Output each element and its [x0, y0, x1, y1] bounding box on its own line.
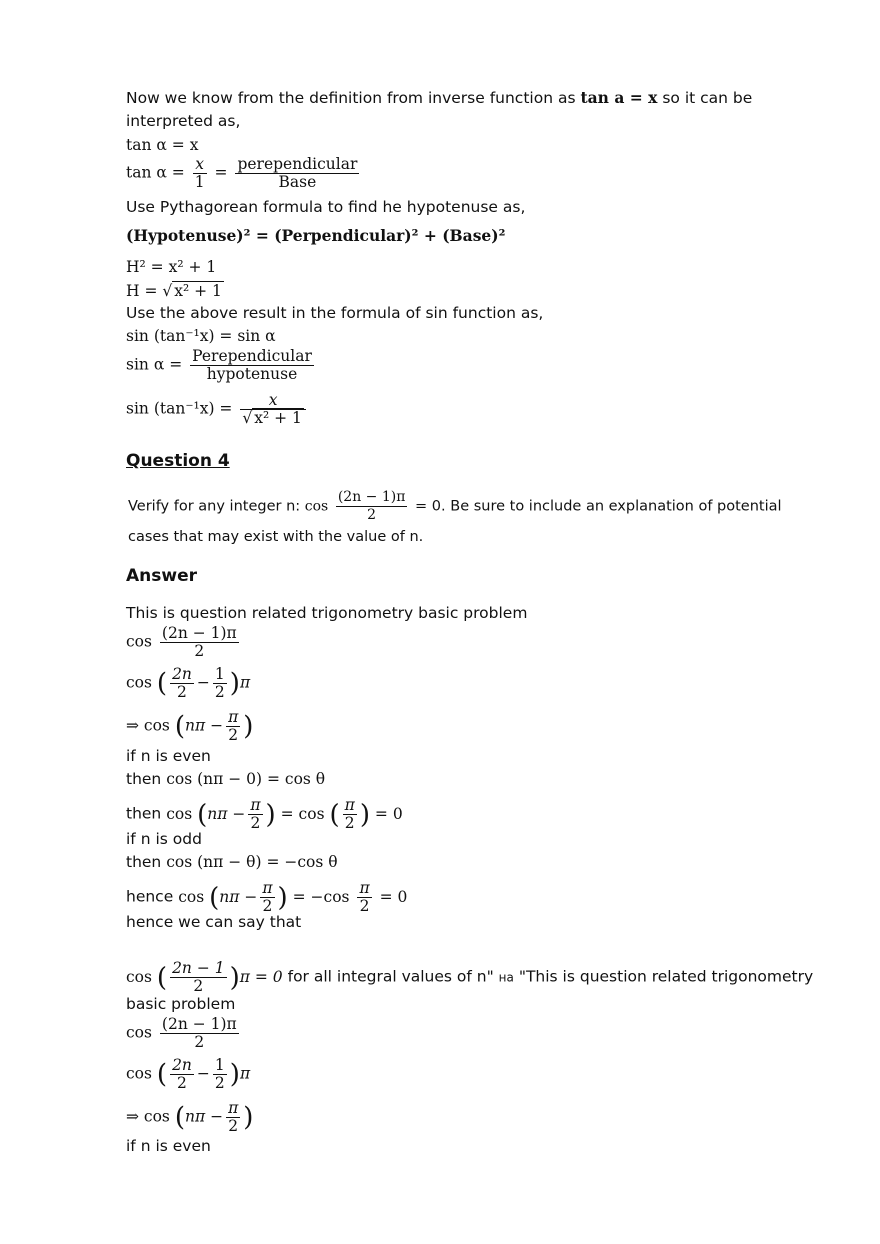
if-n-odd: if n is odd — [126, 830, 202, 848]
if-n-even-repeat: if n is even — [126, 1137, 211, 1155]
frac-num: (2n − 1)π — [161, 624, 237, 642]
if-n-even: if n is even — [126, 747, 211, 765]
frac-den: 2 — [367, 507, 377, 523]
frac-den: 2 — [228, 1117, 239, 1135]
frac-num: 1 — [214, 1056, 225, 1074]
frac-num: π — [359, 879, 370, 897]
final-na: на — [498, 970, 514, 985]
eq-neg-cos: = −cos — [292, 887, 350, 906]
answer-heading: Answer — [126, 566, 197, 586]
sqrt-symbol: √ x² + 1 — [162, 282, 222, 300]
tan-alpha-fraction-line: tan α = $\frac{x}{1}$ = $\frac{\text{perependicular}}{\text{Base}}$ — [126, 155, 358, 191]
minus-sign: − — [196, 673, 210, 692]
then-even-line — [126, 769, 325, 789]
frac-num: (2n − 1)π — [337, 489, 406, 505]
intro-text: Now we know from the definition from inverse function as — [126, 89, 576, 107]
eq-zero: = 0 — [379, 887, 408, 906]
question-line-2: cases that may exist with the value of n. — [128, 529, 424, 545]
question-fraction — [336, 489, 408, 524]
frac-den: 2 — [194, 642, 205, 660]
pythagorean-text: Use Pythagorean formula to find he hypotenuse as, — [126, 198, 526, 216]
answer-intro: This is question related trigonometry basic problem — [126, 604, 528, 622]
frac-den: Base — [278, 173, 317, 191]
frac-num: x — [195, 155, 205, 173]
cos-label: cos — [126, 632, 152, 651]
frac-den: 2 — [194, 1033, 205, 1051]
frac-num: π — [228, 708, 239, 726]
frac-den: hypotenuse — [206, 365, 298, 383]
answer-cos-frac-repeat — [126, 1016, 242, 1051]
frac-den: 2 — [344, 814, 355, 832]
h-prefix: H = — [126, 282, 158, 300]
frac-den: 2 — [214, 1074, 225, 1092]
sin-final-prefix: sin (tan⁻¹x) = — [126, 399, 233, 418]
frac-den: 1 — [194, 173, 205, 191]
frac-den: √ x² + 1 — [242, 409, 302, 427]
h-root — [126, 281, 224, 301]
radicand: x² + 1 — [254, 409, 302, 427]
question-heading: Question 4 — [126, 451, 230, 471]
frac-den: 2 — [228, 726, 239, 744]
frac-num: 2n — [172, 1056, 192, 1074]
then-even-math: cos (nπ − 0) = cos θ — [166, 770, 326, 788]
intro-text-end: so it can be — [662, 89, 753, 107]
fraction-perpendicular-over-hypotenuse — [190, 348, 314, 383]
frac-den: 2 — [250, 814, 261, 832]
fraction-x-over-1 — [193, 156, 207, 191]
then-cos-zero-line: then cos (nπ − $\frac{\pi}{2}$ ) = cos ( $\frac{\pi}{2}$ ) = 0 — [126, 796, 403, 832]
hence-line: hence cos (nπ − $\frac{\pi}{2}$ ) = −cos $\frac{\pi}{2}$ = 0 — [126, 879, 408, 915]
intro-math: tan a = x — [580, 88, 658, 107]
npi-minus: nπ − — [219, 887, 258, 906]
eq-cos: = cos — [280, 804, 325, 823]
fraction-x-over-sqrt — [240, 392, 306, 427]
minus-sign: − — [196, 1064, 210, 1083]
h-squared: H² = x² + 1 — [126, 258, 217, 276]
answer-cos-frac — [126, 625, 242, 660]
sin-eq: sin (tan⁻¹x) = sin α — [126, 327, 276, 345]
cos-label: cos — [126, 673, 152, 692]
npi-minus: nπ − — [207, 804, 246, 823]
frac-num: π — [344, 796, 355, 814]
then-label: then — [126, 770, 162, 788]
fraction-perpendicular-over-base — [235, 156, 359, 191]
fraction-2n-1-pi-over-2 — [160, 625, 239, 660]
final-line: cos ( $\frac{2n - 1}{2}$ )π = 0 for all integral values of n" на "This is question related trigonometry — [126, 959, 814, 995]
tan-alpha-prefix: tan α = — [126, 163, 185, 182]
frac-num: x — [268, 391, 278, 409]
sin-alpha-prefix: sin α = — [126, 355, 183, 374]
then-odd-math: cos (nπ − θ) = −cos θ — [166, 853, 338, 871]
pythagorean-formula: (Hypotenuse)² = (Perpendicular)² + (Base)² — [126, 226, 506, 245]
question-cos: cos — [304, 498, 329, 515]
radicand: x² + 1 — [174, 282, 222, 300]
frac-num: π — [262, 879, 273, 897]
final-text-2: "This is question related trigonometry — [518, 967, 814, 986]
pi-symbol: π — [239, 1064, 251, 1083]
fraction-2n-1-pi-over-2 — [160, 1016, 239, 1051]
frac-den: 2 — [262, 897, 273, 915]
basic-problem: basic problem — [126, 995, 236, 1013]
intro-line-2: interpreted as, — [126, 112, 241, 130]
pi-symbol: π — [239, 673, 251, 692]
sin-final-line — [126, 392, 309, 427]
sin-alpha-fraction-line — [126, 348, 317, 383]
frac-num: 1 — [214, 665, 225, 683]
frac-num: perependicular — [237, 155, 358, 173]
cos-label: cos — [166, 804, 193, 823]
frac-num: 2n — [172, 665, 192, 683]
question-text-before: Verify for any integer n: — [128, 498, 301, 515]
answer-implies-repeat: ⇒ cos (nπ − $\frac{\pi}{2}$ ) — [126, 1099, 254, 1135]
final-text: for all integral values of n" — [287, 967, 494, 986]
frac-den: 2 — [177, 1074, 187, 1092]
answer-cos-split: cos ( $\frac{2n}{2}$ − $\frac{1}{2}$ )π — [126, 665, 251, 701]
then-label: then — [126, 804, 162, 823]
then-label: then — [126, 853, 162, 871]
intro-line-1 — [126, 88, 752, 108]
frac-den: 2 — [359, 897, 370, 915]
answer-implies: ⇒ cos (nπ − $\frac{\pi}{2}$ ) — [126, 708, 254, 744]
hence-label: hence — [126, 887, 174, 906]
hence-say: hence we can say that — [126, 913, 302, 931]
eq-zero: = 0 — [374, 804, 403, 823]
frac-den: 2 — [214, 683, 225, 701]
tan-alpha-eq-x: tan α = x — [126, 136, 199, 154]
question-line-1 — [128, 489, 782, 524]
final-pi-eq: π = 0 — [239, 967, 283, 986]
npi-minus: nπ − — [184, 716, 224, 735]
frac-num: π — [228, 1099, 239, 1117]
answer-cos-split-repeat: cos ( $\frac{2n}{2}$ − $\frac{1}{2}$ )π — [126, 1056, 251, 1092]
cos-label: cos — [126, 1023, 152, 1042]
frac-den: 2 — [177, 683, 187, 701]
question-text-after: = 0. Be sure to include an explanation of potential — [415, 498, 782, 515]
frac-den: 2 — [193, 977, 204, 995]
frac-num: (2n − 1)π — [161, 1015, 237, 1033]
frac-num: π — [250, 796, 261, 814]
sin-text: Use the above result in the formula of sin function as, — [126, 304, 544, 322]
frac-num: Perependicular — [192, 347, 312, 365]
frac-num: 2n − 1 — [172, 959, 225, 977]
cos-label: cos — [178, 887, 205, 906]
implies-prefix: ⇒ cos — [126, 1107, 170, 1126]
cos-label: cos — [126, 967, 152, 986]
then-odd-line — [126, 852, 338, 872]
cos-label: cos — [126, 1064, 152, 1083]
implies-prefix: ⇒ cos — [126, 716, 170, 735]
npi-minus: nπ − — [184, 1107, 224, 1126]
